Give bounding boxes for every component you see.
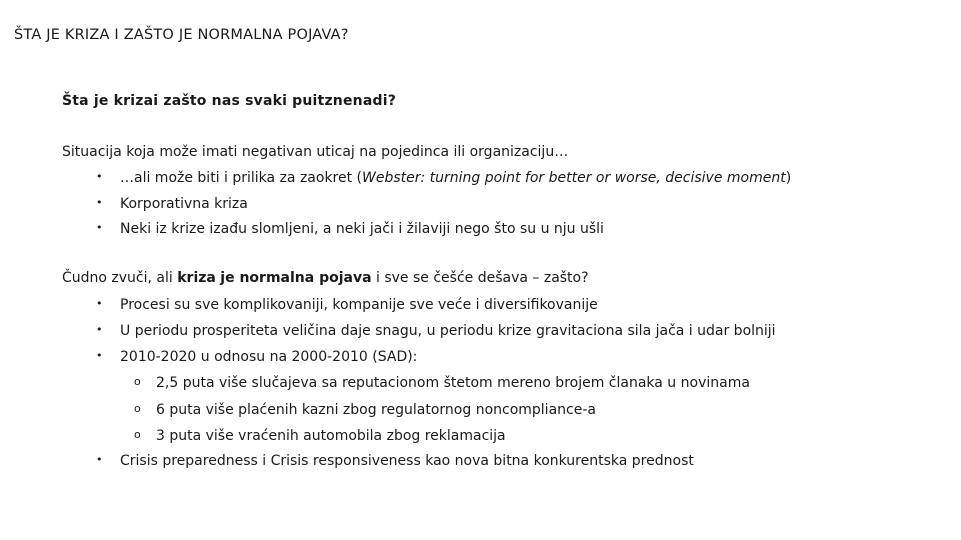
slide-title: ŠTA JE KRIZA I ZAŠTO JE NORMALNA POJAVA?: [14, 27, 349, 43]
sub-bullet-text: 6 puta više plaćenih kazni zbog regulatornog noncompliance-a: [156, 402, 596, 418]
sub-bullet-icon: o: [134, 428, 141, 441]
bullet-text: Crisis preparedness i Crisis responsiveness kao nova bitna konkurentska prednost: [120, 453, 694, 469]
sub-bullet-icon: o: [134, 375, 141, 388]
bullet-text: …ali može biti i prilika za zaokret (Webster: turning point for better or worse, decisive moment): [120, 170, 792, 186]
bullet-icon: •: [96, 196, 103, 209]
sub-bullet-text: 2,5 puta više slučajeva sa reputacionom štetom mereno brojem članaka u novinama: [156, 375, 750, 391]
slide-subtitle: Šta je krizai zašto nas svaki puitznenadi?: [62, 93, 397, 109]
bullet-icon: •: [96, 453, 103, 466]
bullet-icon: •: [96, 349, 103, 362]
section1-intro: Situacija koja može imati negativan uticaj na pojedinca ili organizaciju…: [62, 144, 569, 160]
bullet-text: Neki iz krize izađu slomljeni, a neki jači i žilaviji nego što su u nju ušli: [120, 221, 604, 237]
bullet-text: 2010-2020 u odnosu na 2000-2010 (SAD):: [120, 349, 418, 365]
bullet-icon: •: [96, 297, 103, 310]
sub-bullet-text: 3 puta više vraćenih automobila zbog reklamacija: [156, 428, 506, 444]
bullet-icon: •: [96, 323, 103, 336]
bullet-text: Procesi su sve komplikovaniji, kompanije sve veće i diversifikovanije: [120, 297, 598, 313]
section2-intro: Čudno zvuči, ali kriza je normalna pojava i sve se češće dešava – zašto?: [62, 270, 589, 286]
bullet-text: U periodu prosperiteta veličina daje snagu, u periodu krize gravitaciona sila jača i udar bolniji: [120, 323, 776, 339]
bullet-icon: •: [96, 170, 103, 183]
sub-bullet-icon: o: [134, 402, 141, 415]
bullet-text: Korporativna kriza: [120, 196, 248, 212]
bullet-icon: •: [96, 221, 103, 234]
